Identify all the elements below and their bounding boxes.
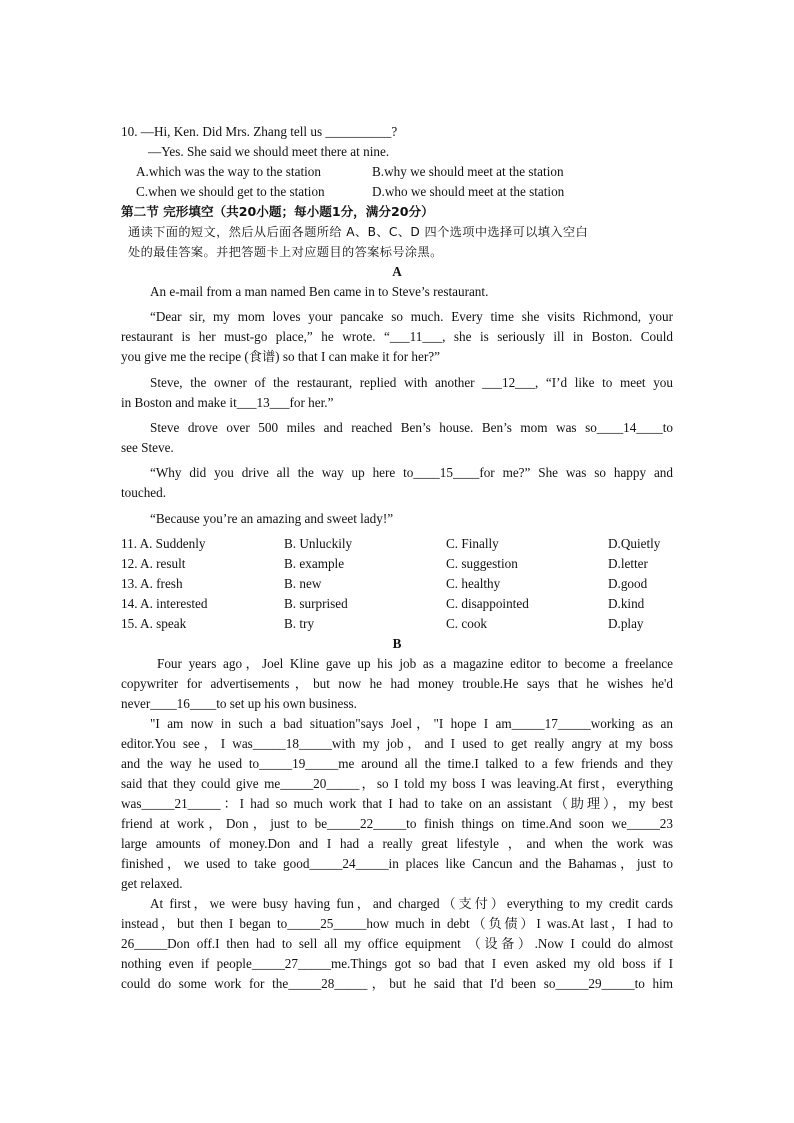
passage-b-line: get relaxed. [121, 876, 183, 891]
passage-a-line: in Boston and make it___13___for her.” [121, 395, 334, 410]
q10-option-d: D.who we should meet at the station [372, 184, 565, 199]
option-13-c: C. healthy [446, 576, 501, 591]
section-instruction-1: 通读下面的短文，然后从后面各题所给 A、B、C、D 四个选项中选择可以填入空白 [128, 225, 589, 239]
passage-a-line: An e-mail from a man named Ben came in to Steve’s restaurant. [150, 284, 489, 299]
option-15-b: B. try [284, 616, 315, 631]
option-14-a: 14. A. interested [121, 596, 208, 611]
passage-b-line: was_____21_____：I had so much work that I had to take on an assistant（助理），my best [121, 796, 673, 811]
q10-option-c: C.when we should get to the station [136, 184, 325, 199]
passage-b-line: Four years ago，Joel Kline gave up his job as a magazine editor to become a freelance [157, 656, 673, 671]
passage-a-line: Steve, the owner of the restaurant, replied with another ___12___, “I’d like to meet you [150, 375, 673, 390]
passage-a-line: “Dear sir, my mom loves your pancake so much. Every time she visits Richmond, your [150, 309, 673, 324]
passage-a-line: you give me the recipe (食谱) so that I can make it for her?” [121, 349, 440, 364]
option-12-d: D.letter [608, 556, 648, 571]
option-14-c: C. disappointed [446, 596, 529, 611]
option-14-b: B. surprised [284, 596, 348, 611]
passage-b-line: said that they could give me_____20_____，so I told my boss I was leaving.At first，everything [121, 776, 673, 791]
passage-b-line: instead，but then I began to_____25_____how much in debt（负债）I was.At last，I had to [121, 916, 673, 931]
option-11-d: D.Quietly [608, 536, 661, 551]
option-12-c: C. suggestion [446, 556, 518, 571]
q10-stem: 10. —Hi, Ken. Did Mrs. Zhang tell us __________? [121, 124, 398, 139]
section-instruction-2: 处的最佳答案。并把答题卡上对应题目的答案标号涂黑。 [128, 245, 443, 259]
passage-a-title: A [392, 264, 402, 279]
passage-a-line: touched. [121, 485, 167, 500]
passage-b-line: nothing even if people_____27_____me.Things got so bad that I even asked my old boss if I [121, 956, 673, 971]
option-14-d: D.kind [608, 596, 645, 611]
passage-b-line: "I am now in such a bad situation"says Joel，"I hope I am_____17_____working as an [150, 716, 673, 731]
passage-b-line: and the way he used to_____19_____me around all the time.I talked to a few friends and they [121, 756, 673, 771]
passage-a-line: see Steve. [121, 440, 174, 455]
option-13-d: D.good [608, 576, 648, 591]
option-13-b: B. new [284, 576, 322, 591]
q10-option-b: B.why we should meet at the station [372, 164, 564, 179]
option-15-a: 15. A. speak [121, 616, 187, 631]
passage-a-line: “Why did you drive all the way up here to____15____for me?” She was so happy and [150, 465, 673, 480]
section-heading: 第二节 完形填空（共20小题；每小题1分，满分20分） [121, 204, 434, 219]
option-11-c: C. Finally [446, 536, 499, 551]
passage-b-line: large amounts of money.Don and I had a really great lifestyle ，and when the work was [121, 836, 673, 851]
passage-b-line: finished，we used to take good_____24_____in places like Cancun and the Bahamas，just to [121, 856, 673, 871]
option-13-a: 13. A. fresh [121, 576, 183, 591]
option-11-b: B. Unluckily [284, 536, 353, 551]
passage-b-line: At first，we were busy having fun，and charged（支付）everything to my credit cards [150, 896, 673, 911]
option-12-b: B. example [284, 556, 345, 571]
option-15-c: C. cook [446, 616, 488, 631]
passage-a-line: “Because you’re an amazing and sweet lady!” [150, 511, 394, 526]
passage-a-line: restaurant is her must-go place,” he wrote. “___11___, she is seriously ill in Boston. Could [121, 329, 673, 344]
passage-b-line: could do some work for the_____28_____，but he said that I'd been so_____29_____to him [121, 976, 673, 991]
option-11-a: 11. A. Suddenly [121, 536, 206, 551]
passage-b-line: copywriter for advertisements，but now he had money trouble.He says that he wishes he'd [121, 676, 673, 691]
option-12-a: 12. A. result [121, 556, 186, 571]
passage-b-line: friend at work，Don，just to be_____22_____to finish things on time.And soon we_____23 [121, 816, 673, 831]
passage-b-line: 26_____Don off.I then had to sell all my office equipment （设备）.Now I could do almost [121, 936, 673, 951]
passage-b-line: editor.You see，I was_____18_____with my job，and I used to get really angry at my boss [121, 736, 673, 751]
q10-reply: —Yes. She said we should meet there at nine. [148, 144, 390, 159]
q10-option-a: A.which was the way to the station [136, 164, 321, 179]
option-15-d: D.play [608, 616, 644, 631]
passage-b-title: B [392, 636, 402, 651]
passage-b-line: never____16____to set up his own business. [121, 696, 357, 711]
passage-a-line: Steve drove over 500 miles and reached Ben’s house. Ben’s mom was so____14____to [150, 420, 673, 435]
